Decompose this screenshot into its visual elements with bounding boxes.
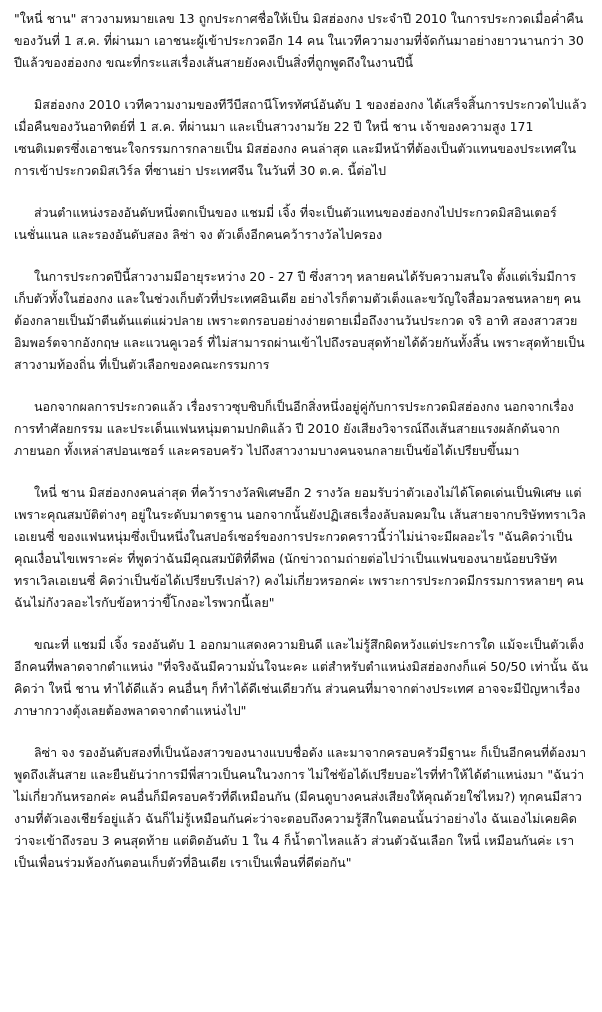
paragraph-first-runner-up-quote: ขณะที่ แชมมี่ เจิ้ง รองอันดับ 1 ออกมาแสดงความยินดี และไม่รู้สึกผิดหวังแต่ประการใด แม้จะเป็นตัวเต็งอีกคนที่พลาดจากตำแหน่ง "ที่จริงฉันมีความมั่นใจนะคะ แต่สำหรับตำแหน่งมิสฮ่องกงก็แค่ 50/50 เท่านั้น ฉันคิดว่า ใหนี่ ชาน ทำได้ดีแล้ว คนอื่นๆ ก็ทำได้ดีเช่นเดียวกัน ส่วนคนที่มาจากต่างประเทศ อาจจะมีปัญหาเรื่องภาษากวางตุ้งเลยต้องพลาดจากตำแหน่งไป" bbox=[14, 637, 588, 718]
paragraph-runners-up: ส่วนตำแหน่งรองอันดับหนึ่งตกเป็นของ แชมมี่ เจิ้ง ที่จะเป็นตัวแทนของฮ่องกงไปประกวดมิสอินเตอร์เนชั่นแนล และรองอันดับสอง ลิซ่า จง ตัวเต็งอีกคนคว้ารางวัลไปครอง bbox=[14, 205, 557, 242]
paragraph-gossip: นอกจากผลการประกวดแล้ว เรื่องราวซุบซิบก็เป็นอีกสิ่งหนึ่งอยู่คู่กับการประกวดมิสฮ่องกง นอกจากเรื่องการทำศัลยกรรม และประเด็นแฟนหนุ่มตามปกติแล้ว ปี 2010 ยังเสียงวิจารณ์ถึงเส้นสายแรงผลักดันจากภายนอก ทั้งเหล่าสปอนเซอร์ และครอบครัว ไปถึงสาวงามบางคนจนกลายเป็นข้อได้เปรียบขึ้นมา bbox=[14, 399, 574, 458]
paragraph-results: มิสฮ่องกง 2010 เวทีความงามของทีวีบีสถานีโทรทัศน์อันดับ 1 ของฮ่องกง ได้เสร็จสิ้นการประกวดไปแล้วเมื่อคืนของวันอาทิตย์ที่ 1 ส.ค. ที่ผ่านมา และเป็นสาวงามวัย 22 ปี ใหนี่ ชาน เจ้าของความสูง 171 เซนติเมตรซึ่งเอาชนะใจกรรมการกลายเป็น มิสฮ่องกง คนล่าสุด และมีหน้าที่ต้องเป็นตัวแทนของประเทศในการเข้าประกวดมิสเวิร์ล ที่ซานย่า ประเทศจีน ในวันที่ 30 ต.ค. นี้ต่อไป bbox=[14, 97, 587, 178]
paragraph-second-runner-up-quote: ลิซ่า จง รองอันดับสองที่เป็นน้องสาวของนางแบบชื่อดัง และมาจากครอบครัวมีฐานะ ก็เป็นอีกคนที่ต้องมาพูดถึงเส้นสาย และยืนยันว่าการมีพี่สาวเป็นคนในวงการ ไม่ใช่ข้อได้เปรียบอะไรที่ทำให้ได้ตำแหน่งมา "ฉันว่าไม่เกี่ยวกันหรอกค่ะ คนอื่นก็มีครอบครัวที่ดีเหมือนกัน (มีคนดูบางคนส่งเสียงให้คุณด้วยใช่ไหม?) ทุกคนมีสาวงามที่ตัวเองเชียร์อยู่แล้ว ฉันก็ไม่รู้เหมือนกันค่ะว่าจะตอบถึงความรู้สึกในตอนนั้นว่าอย่างไง ฉันเองไม่เคยคิดว่าจะเข้าถึงรอบ 3 คนสุดท้าย แต่ติดอันดับ 1 ใน 4 ก็น้ำตาไหลแล้ว ส่วนตัวฉันเลือก ใหนี่ เหมือนกันค่ะ เราเป็นเพื่อนร่วมห้องกันตอนเก็บตัวที่อินเดีย เราเป็นเพื่อนที่ดีต่อกัน" bbox=[14, 745, 587, 870]
paragraph-contestants: ในการประกวดปีนี้สาวงามมีอายุระหว่าง 20 - 27 ปี ซึ่งสาวๆ หลายคนได้รับความสนใจ ตั้งแต่เริ่มมีการเก็บตัวทั้งในฮ่องกง และในช่วงเก็บตัวที่ประเทศอินเดีย อย่างไรก็ตามตัวเต็งและขวัญใจสื่อมวลชนหลายๆ คนต้องกลายเป็นม้าตีนต้นแต่แผ่วปลาย เพราะตกรอบอย่างง่ายดายเมื่อถึงงานวันประกวด จริ อาทิ สองสาวสวยอิมพอร์ตจากอังกฤษ และแวนคูเวอร์ ที่ไม่สามารถผ่านเข้าไปถึงรอบสุดท้ายได้ด้วยกันทั้งสิ้น เพราะสุดท้ายเป็นสาวงามท้องถิ่น ที่เป็นตัวเลือกของคณะกรรมการ bbox=[14, 269, 585, 372]
paragraph-winner-quote: ใหนี่ ชาน มิสฮ่องกงคนล่าสุด ที่คว้ารางวัลพิเศษอีก 2 รางวัล ยอมรับว่าตัวเองไม่ได้โดดเด่นเป็นพิเศษ แต่เพราะคุณสมบัติต่างๆ อยู่ในระดับมาตรฐาน นอกจากนั้นยังปฏิเสธเรื่องลับลมคมใน เส้นสายจากบริษัททราเวิลเอเยนซี่ ของแฟนหนุ่มซึ่งเป็นหนึ่งในสปอร์เซอร์ของการประกวดคราวนี้ว่าไม่น่าจะมีผลอะไร "ฉันคิดว่าเป็นคุณเงื่อนไขเพราะค่ะ ที่พูดว่าฉันมีคุณสมบัติที่ดีพอ (นักข่าวถามถ่ายต่อไปว่าเป็นแฟนของนายน้อยบริษัท ทราเวิลเอเยนซี่ คิดว่าเป็นข้อได้เปรียบรึเปล่า?) คงไม่เกี่ยวหรอกค่ะ เพราะการประกวดมีกรรมการหลายๆ คน ฉันไม่กังวลอะไรกับข้อหาว่าขี้โกงอะไรพวกนี้เลย" bbox=[14, 485, 586, 610]
paragraph-intro: "ใหนี่ ชาน" สาวงามหมายเลข 13 ถูกประกาศชื่อให้เป็น มิสฮ่องกง ประจำปี 2010 ในการประกวดเมื่อค่ำคืนของวันที่ 1 ส.ค. ที่ผ่านมา เอาชนะผู้เข้าประกวดอีก 14 คน ในเวทีความงามที่จัดกันมาอย่างยาวนานกว่า 30 ปีแล้วของฮ่องกง ขณะที่กระแสเรื่องเส้นสายยังคงเป็นสิ่งที่ถูกพูดถึงในงานปีนี้ bbox=[14, 11, 584, 70]
